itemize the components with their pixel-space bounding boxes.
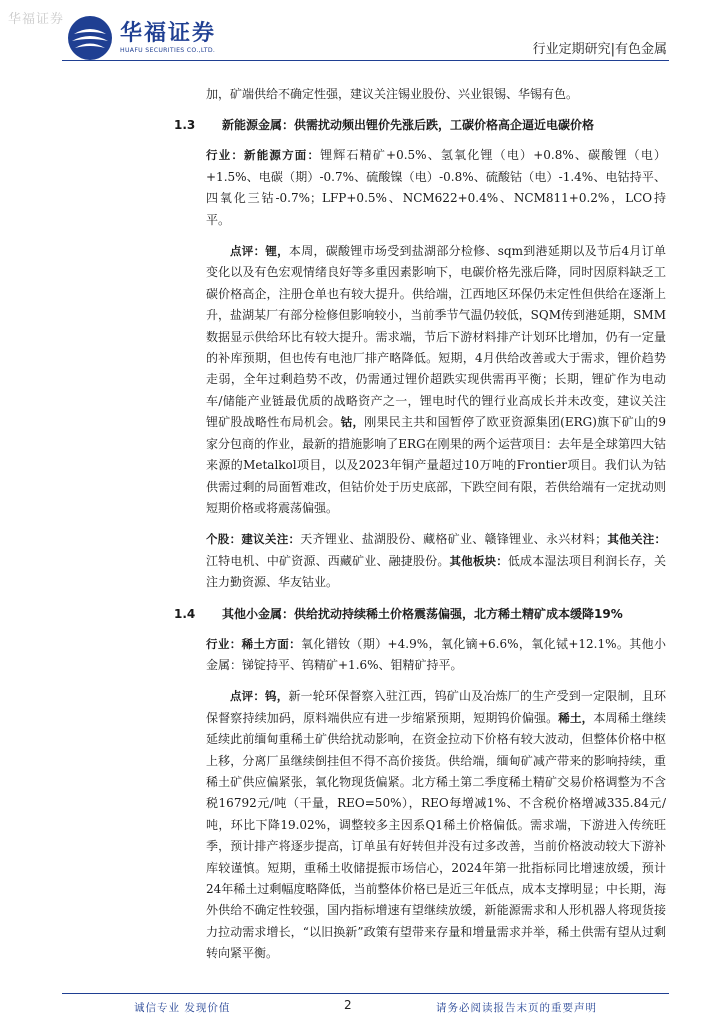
report-type: 行业定期研究|有色金属 [532,42,667,57]
company-logo [66,14,246,62]
section-1-4-heading [174,604,666,624]
huafu-logo-icon [66,14,114,62]
section-1-3-heading [174,115,666,135]
logo-en-text: HUAFU SECURITIES CO.,LTD. [120,47,216,54]
section-number: 1.3 [174,118,196,133]
industry-paragraph [206,145,666,231]
comment-text: 新一轮环保督察入驻江西，钨矿山及冶炼厂的生产受到一定限制，且环保督察持续加码，原料端供应有进一步缩紧预期，短期钨价偏强。 [206,689,666,725]
stocks-paragraph [206,529,666,593]
other-sector-label: 其他板块： [449,553,508,568]
comment-label: 点评：锂， [230,244,289,259]
cobalt-label: 钴， [340,415,365,430]
footer-disclaimer: 请务必阅读报告末页的重要声明 [436,1002,597,1014]
industry-text: 氧化镨钕（期）+4.9%，氧化镝+6.6%，氧化铽+12.1%。其他小金属：锑锭持平、钨精矿+1.6%、钼精矿持平。 [206,636,667,672]
watermark: 华福证券 [8,12,65,27]
stocks-label: 个股：建议关注： [206,532,301,547]
page-number: 2 [344,998,352,1012]
comment-label: 点评：钨， [230,689,289,704]
other-sector-text: 低成本湿法项目利润长存，关注力勤资源、华友钴业。 [206,553,666,590]
section-title: 新能源金属：供需扰动频出锂价先涨后跌，工碳价格高企逼近电碳价格 [222,118,595,133]
rare-earth-text: 本周稀土继续延续此前缅甸重稀土矿供给扰动影响，在资金拉动下价格有较大波动，但整体价格中枢上移，分离厂虽继续倒挂但不得不高价接货。供给端，缅甸矿减产带来的影响持续，重稀土矿供应偏紧张，氧化物现货偏紧。北方稀土第二季度稀土精矿交易价格调整为不含税16792元/吨（干量，REO=50%），REO每增减1%、不含税价格增减335.84元/吨，环比下降19.02%，调整较多主因系Q1稀土价格偏低。需求端，下游进入传统旺季，预计排产将逐步提高，订单虽有好转但并没有过多改善，当前价格波动较大下游补库较谨慎。短期，重稀土收储提振市场信心，2024年第一批指标同比增速放缓，预计24年稀土过剩幅度略降低，当前整体价格已是近三年低点，成本支撑明显；中长期，海外供给不确定性较强，国内指标增速有望继续放缓，新能源需求和人形机器人将现货接力拉动需求增长，“以旧换新”政策有望带来存量和增量需求并举，稀土供需有望从过剩转向紧平衡。 [206,710,666,961]
comment-paragraph [206,241,666,519]
industry-label: 行业：新能源方面： [206,148,321,163]
header-divider [62,60,669,61]
rare-earth-label: 稀土， [558,710,594,725]
section-number: 1.4 [174,606,196,621]
logo-cn-text: 华福证券 [120,21,217,46]
comment-paragraph [206,686,666,964]
stocks-text: 天齐锂业、盐湖股份、藏格矿业、赣锋锂业、永兴材料； [300,532,608,547]
other-text: 江特电机、中矿资源、西藏矿业、融捷股份。 [206,553,450,568]
section-title: 其他小金属：供给扰动持续稀土价格震荡偏强，北方稀土精矿成本缓降19% [222,606,623,621]
report-body [174,84,667,975]
industry-paragraph [206,634,666,677]
industry-text: 锂辉石精矿+0.5%、氢氧化锂（电）+0.8%、碳酸锂（电）+1.5%、电碳（期）-0.7%、硫酸镍（电）-0.8%、硫酸钴（电）-1.4%、电钴持平、四氧化三钴-0.7%；LFP+0.5%、NCM622+0.4%、NCM811+0.2%，LCO持平。 [206,148,666,227]
footer-slogan: 诚信专业 发现价值 [134,1002,231,1014]
industry-label: 行业：稀土方面： [206,636,301,651]
footer-divider [62,993,669,994]
intro-paragraph: 加，矿端供给不确定性强，建议关注锡业股份、兴业银锡、华锡有色。 [206,87,579,101]
cobalt-text: 刚果民主共和国暂停了欧亚资源集团(ERG)旗下矿山的9家分包商的作业，最新的措施影响了ERG在刚果的两个运营项目：去年是全球第四大钴来源的Metalkol项目，以及2023年铜产量超过10万吨的Frontier项目。我们认为钴供需过剩的局面暂难改，但钴价处于历史底部，下跌空间有限，若供给端有一定扰动则短期价格或将震荡偏强。 [206,415,666,515]
other-label: 其他关注： [607,532,667,547]
comment-text: 本周，碳酸锂市场受到盐湖部分检修、sqm到港延期以及节后4月订单变化以及有色宏观情绪良好等多重因素影响下，电碳价格先涨后降，同时因原料缺乏工碳价格高企，注册仓单也有较大提升。供给端，江西地区环保仍未定性但供给在逐渐上升，盐湖某厂有部分检修但影响较小，当前季节气温仍较低，SQM传到港延期，SMM数据显示供给环比有较大提升。需求端，节后下游材料排产计划环比增加，仍有一定量的补库预期，但也传有电池厂排产略降低。短期，4月供给改善或大于需求，锂价趋势走弱，全年过剩趋势不改，仍需通过锂价超跌实现供需再平衡；长期，锂矿作为电动车/储能产业链最优质的战略资产之一，锂电时代的锂行业高成长并未改变，建议关注锂矿股战略性布局机会。 [206,244,667,430]
